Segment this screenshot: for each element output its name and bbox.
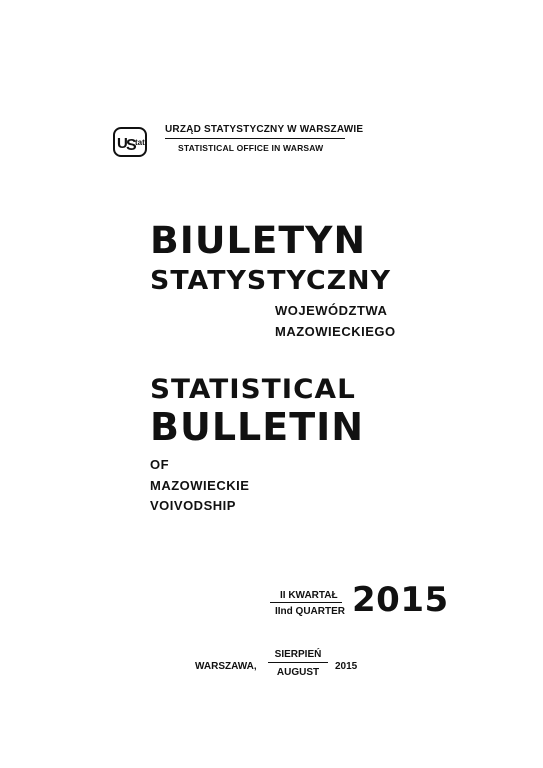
quarter-pl: II KWARTAŁ [280,590,338,601]
us-logo-icon [113,127,147,157]
svg-text:tat: tat [135,138,145,147]
title-en-line4: MAZOWIECKIE [150,478,250,493]
title-pl-line4: MAZOWIECKIEGO [275,324,396,339]
title-pl-line3: WOJEWÓDZTWA [275,303,388,318]
svg-text:U: U [117,135,128,152]
title-pl-line2: STATYSTYCZNY [150,266,392,296]
publication-city: WARSZAWA, [195,661,257,672]
publication-month-en: AUGUST [276,667,320,678]
publication-year: 2015 [335,661,358,672]
quarter-en: IInd QUARTER [275,606,345,617]
svg-text:S: S [126,137,137,154]
title-en-line5: VOIVODSHIP [150,498,236,513]
header-divider [165,138,345,139]
edition-year: 2015 [352,580,449,620]
title-en-line2: BULLETIN [150,405,365,449]
office-name-en: STATISTICAL OFFICE IN WARSAW [178,143,324,153]
quarter-divider [270,602,342,603]
office-name-pl: URZĄD STATYSTYCZNY W WARSZAWIE [165,124,364,135]
title-en-line1: STATISTICAL [150,374,356,405]
month-divider [268,662,328,663]
title-en-line3: OF [150,457,170,472]
publication-month-pl: SIERPIEŃ [274,649,322,660]
title-pl-line1: BIULETYN [150,219,367,262]
